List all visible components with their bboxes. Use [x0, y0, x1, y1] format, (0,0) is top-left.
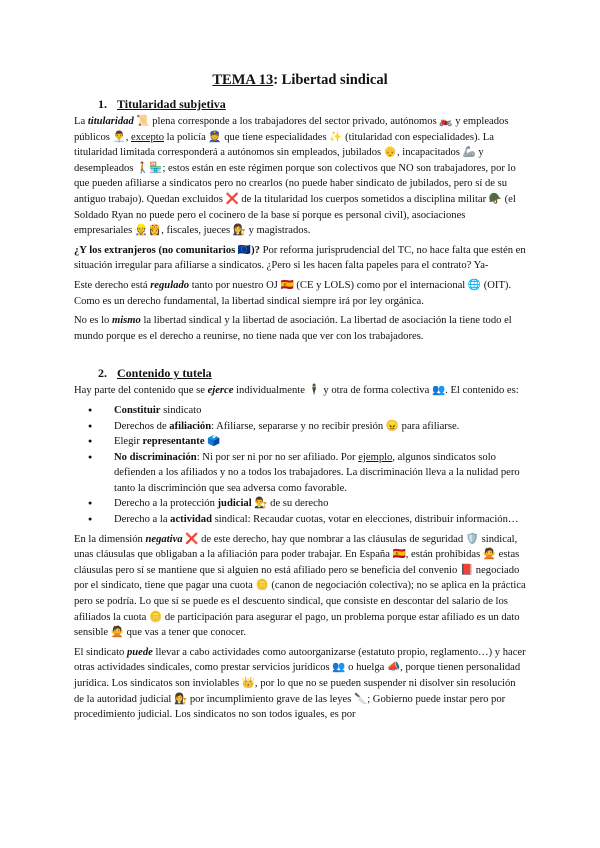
item-bold: Constituir [114, 404, 161, 416]
txt: , algunos sindicatos solo defienden a los afiliados y no a todos los trabajadores. La discriminación lleva a la nulidad pero tanto la discriminción que sea adversa como favorable. [114, 451, 520, 494]
txt-emph: negativa [145, 533, 183, 545]
paragraph-puede [74, 645, 526, 723]
txt: Hay parte del contenido que se [74, 385, 208, 397]
paragraph-contenido-intro [74, 383, 526, 399]
txt-emph: puede [126, 646, 153, 658]
paragraph-regulado [74, 278, 526, 309]
txt: Por reforma jurisprudencial del TC, no hace falta que estén en situación irregular para afiliarse a sindicatos. ¿Pero si les hacen falta papeles para el contrato? Ya- [74, 244, 526, 272]
txt: Derechos de [114, 420, 170, 432]
txt: Elegir [114, 436, 143, 448]
paragraph-mismo [74, 313, 526, 344]
item-bold: actividad [170, 514, 212, 526]
txt: 🗳️ [204, 436, 221, 448]
txt: llevar a cabo actividades como autoorganizarse (estatuto propio, reglamento…) y hacer otras actividades sindicales, como prestar servicios jurídicos 👥 o huelga 📣, porque tienen personalidad jurídica. Los sindicatos son inviolables 👑, por lo que no se pueden suspender ni disolver sin resolución de la autoridad judicial 👩‍⚖️ por incumplimiento grave de las leyes 🔪; Gobierno puede instar pero por procedimiento judicial. Los sindicatos no son todos iguales, es por [74, 646, 526, 721]
paragraph-negativa [74, 532, 526, 641]
section-1-number: 1. [98, 97, 107, 111]
txt: Derecho a la [114, 514, 171, 526]
txt: la libertad sindical y la libertad de asociación. La libertad de asociación la tiene todo el mundo porque es el derecho a reunirse, no tiene nada que ver con los trabajadores. [74, 315, 512, 342]
section-2-heading [98, 366, 526, 381]
txt-emph: regulado [150, 279, 190, 291]
section-2-title: Contenido y tutela [117, 366, 212, 381]
title-rest: : Libertad sindical [273, 72, 388, 88]
txt: El sindicato [74, 646, 127, 658]
txt: : Ni por ser ni por no ser afiliado. Por [196, 451, 359, 463]
item-bold: judicial [217, 498, 252, 510]
item-bold: afiliación [169, 420, 212, 432]
txt: : Afiliarse, separarse y no recibir presión 😠 para afiliarse. [211, 420, 460, 432]
txt: Este derecho está [74, 279, 151, 291]
txt: La [74, 116, 88, 127]
paragraph-extranjeros [74, 243, 526, 274]
txt: No es lo [74, 315, 112, 327]
section-1-heading [98, 97, 526, 112]
txt: Derecho a la protección [114, 498, 218, 510]
txt: 👨‍⚖️ de su derecho [251, 498, 329, 510]
question: ¿Y los extranjeros (no comunitarios 🇪🇺)? [74, 244, 260, 256]
page-title [74, 72, 526, 89]
item-bold: No discriminación [114, 451, 197, 463]
txt-underline: excepto [131, 131, 164, 143]
txt: ❌ de este derecho, hay que nombrar a las cláusulas de seguridad 🛡️ sindical, unas cláusulas que obligaban a la afiliación para poder trabajar. En España 🇪🇸, están prohibidas 🙅 estas cláusulas pero sí se mantiene que si alguien no está afiliado pero se beneficia del convenio 📕 negociado por el sindicato, tiene que pagar una cuota 🪙 (canon de negociación colectiva); no se aplica en la práctica pero se podría. Lo que sí se puede es el descuento sindical, que consiste en descontar del salario de los afiliados la cuota 🪙 de participación para asegurar el pago, un problema porque estar afiliado es un dato sensible 🙅 que vas a tener que conocer. [74, 533, 526, 639]
list-item [88, 496, 526, 512]
list-item [88, 403, 526, 419]
txt: tanto por nuestro OJ 🇪🇸 (CE y LOLS) como por el internacional 🌐 (OIT). Como es un derecho fundamental, la libertad sindical siempre irá por ley orgánica. [74, 279, 512, 307]
txt-emph: ejerce [207, 385, 234, 397]
list-item [88, 512, 526, 528]
content-list [74, 403, 526, 528]
list-item [88, 419, 526, 435]
txt: sindical: Recaudar cuotas, votar en elecciones, distribuir información… [211, 514, 519, 526]
txt: sindicato [160, 404, 202, 416]
txt: individualmente 🕴 y otra de forma colectiva 👥. El contenido es: [233, 385, 519, 397]
paragraph-titularidad [74, 114, 526, 239]
item-bold: representante [142, 436, 205, 448]
txt: la policía 👮 que tiene especialidades ✨ (titularidad con especialidades). La titularidad limitada corresponderá a autónomos sin empleados, jubilados 👴, incapacitados 🦾 y desempleados 🚶🏪; estos están en este régimen porque son colectivos que NO son trabajadores, por lo que pueden afiliarse a sindicatos pero no crearlos (no puede haber sindicato de jubilados, pero sí de su antiguo trabajo). Quedan excluidos ❌ de la titularidad los cuerpos sometidos a disciplina militar 🪖 (el Soldado Ryan no puede pero el cocinero de la base sí porque es personal civil), asociaciones empresariales 👷👸, fiscales, jueces 👩‍⚖️ y magistrados. [74, 131, 516, 237]
list-item [88, 450, 526, 497]
txt-emph: mismo [111, 315, 141, 327]
txt-underline: ejemplo [358, 451, 393, 463]
txt: En la dimensión [74, 533, 146, 545]
section-1-title: Titularidad subjetiva [117, 97, 226, 111]
txt-emph: titularidad [87, 116, 134, 127]
txt: 📜 plena corresponde a los trabajadores del sector privado, autónomos 🏍️ y empleados públicos 👨‍💼, [74, 116, 509, 143]
title-label: TEMA 13 [212, 72, 274, 88]
section-2-number: 2. [98, 366, 107, 381]
list-item [88, 434, 526, 450]
